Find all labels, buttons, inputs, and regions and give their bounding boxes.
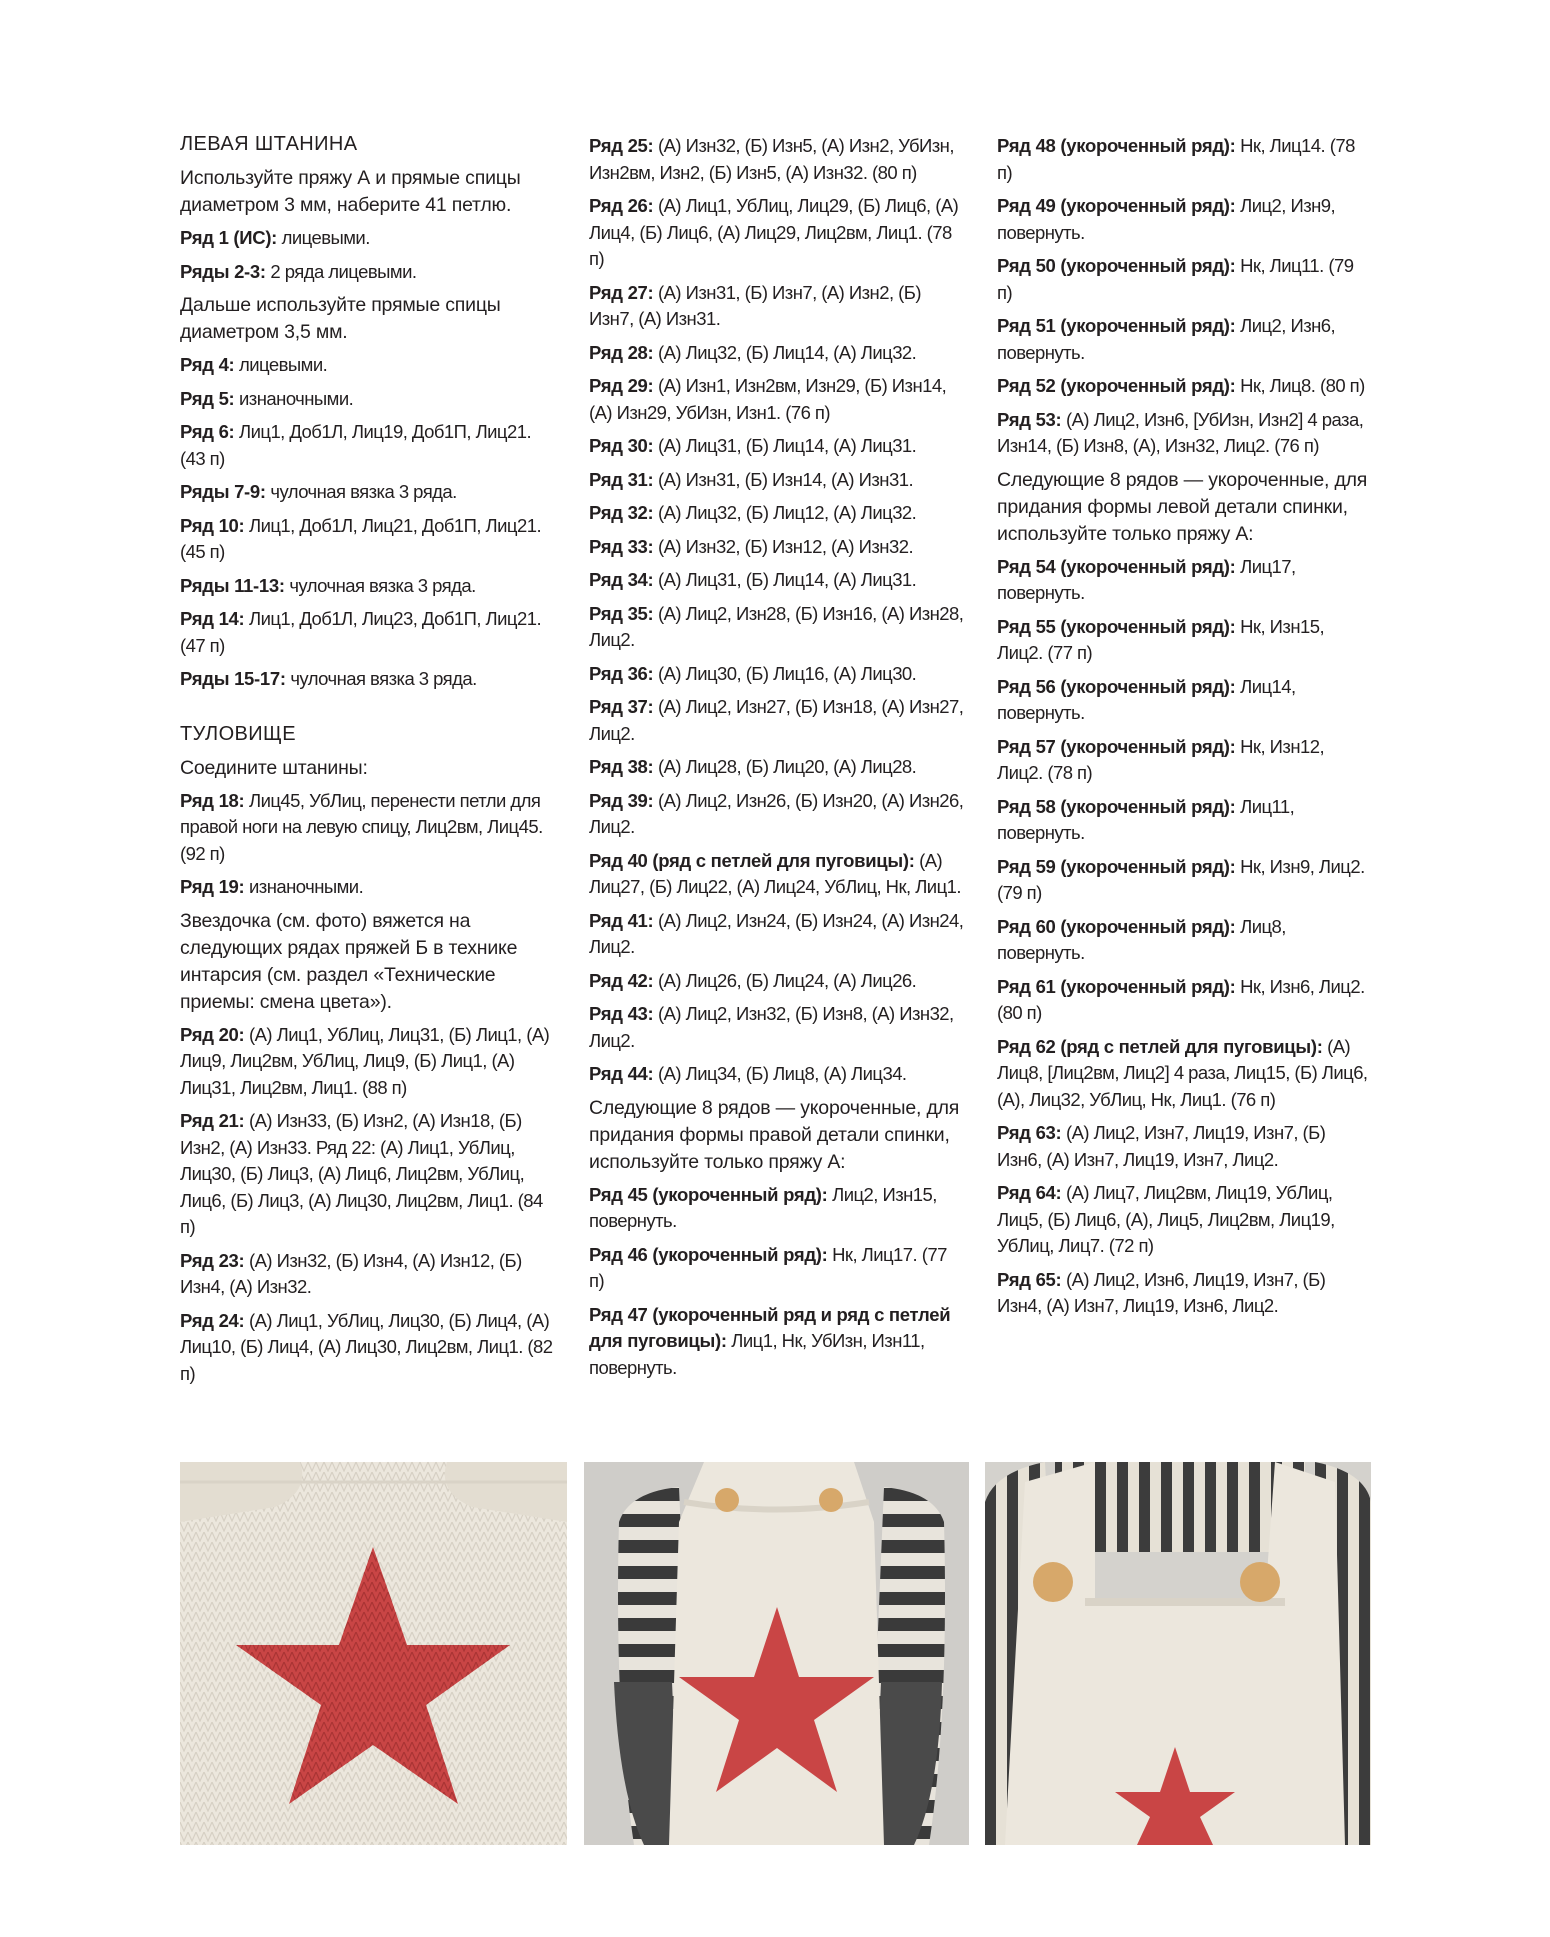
row-text: (А) Изн32, (Б) Изн5, (А) Изн2, УбИзн, Изн2вм, Изн2, (Б) Изн5, (А) Изн32. (80 п) [589,135,954,183]
photo-star-closeup [180,1462,567,1845]
row-52 [997,373,1372,400]
row-label: Ряд 32: [589,502,654,523]
row-label: Ряд 29: [589,375,654,396]
row-label: Ряд 40 (ряд с петлей для пуговицы): [589,849,915,871]
row-label: Ряд 27: [589,281,654,303]
row-48 [997,133,1372,186]
row-text: (А) Лиц2, Изн26, (Б) Изн20, (А) Изн26, Лиц2. [589,789,964,837]
row-label: Ряды 7-9: [180,481,266,502]
column-3 [997,133,1372,1327]
row-label: Ряд 4: [180,354,235,375]
row-label: Ряд 20: [180,1023,245,1045]
row-4 [180,352,555,379]
row-label: Ряд 60 (укороченный ряд): [997,915,1236,937]
row-text: Нк, Изн6, Лиц2. (80 п) [997,975,1365,1023]
paragraph: Следующие 8 рядов — укороченные, для придания формы левой детали спинки, используйте только пряжу А: [997,468,1368,545]
row-label: Ряд 6: [180,421,235,442]
row-label: Ряд 61 (укороченный ряд): [997,975,1236,997]
row-label: Ряд 14: [180,608,245,629]
rows-11-13 [180,573,555,600]
row-23 [180,1248,555,1301]
row-text: (А) Лиц27, (Б) Лиц22, (А) Лиц24, УбЛиц, Нк, Лиц1. [589,849,961,897]
row-text: Нк, Лиц8. (80 п) [1235,375,1365,396]
row-51 [997,313,1372,366]
paragraph: Звездочка (см. фото) вяжется на следующих рядах пряжей Б в технике интарсия (см. раздел «Технические приемы: смена цвета»). [180,909,518,1013]
row-text: Нк, Изн15, Лиц2. (77 п) [997,615,1325,663]
row-33 [589,534,964,561]
row-61 [997,974,1372,1027]
row-text: Нк, Лиц14. (78 п) [997,135,1355,183]
row-label: Ряд 52 (укороченный ряд): [997,375,1236,396]
row-label: Ряд 5: [180,387,235,409]
row-text: Нк, Лиц11. (79 п) [997,255,1354,303]
row-40 [589,848,964,901]
row-56 [997,674,1372,727]
row-text: (А) Изн32, (Б) Изн4, (А) Изн12, (Б) Изн4, (А) Изн32. [180,1249,522,1297]
row-text: Лиц2, Изн9, повернуть. [997,195,1336,243]
row-label: Ряд 41: [589,909,654,931]
row-text: лицевыми. [234,354,328,375]
row-label: Ряд 24: [180,1309,245,1331]
row-text: (А) Лиц31, (Б) Лиц14, (А) Лиц31. [653,569,917,590]
row-28 [589,340,964,367]
row-text: чулочная вязка 3 ряда. [285,668,477,689]
row-text: (А) Лиц31, (Б) Лиц14, (А) Лиц31. [653,435,917,456]
row-label: Ряд 65: [997,1268,1062,1290]
row-21 [180,1108,555,1241]
row-label: Ряд 19: [180,876,245,897]
row-label: Ряд 51 (укороченный ряд): [997,315,1236,336]
row-54 [997,554,1372,607]
row-26 [589,193,964,273]
row-label: Ряд 33: [589,535,654,557]
row-55 [997,614,1372,667]
column-2 [589,133,964,1388]
row-label: Ряд 21: [180,1110,245,1131]
row-14 [180,606,555,659]
row-label: Ряд 63: [997,1122,1062,1143]
photo-overalls-buttons [985,1462,1371,1845]
row-text: изнаночными. [244,876,364,897]
row-text: (А) Лиц1, УбЛиц, Лиц31, (Б) Лиц1, (А) Лиц9, Лиц2вм, УбЛиц, Лиц9, (Б) Лиц1, (А) Лиц31, Лиц2вм, Лиц1. (88 п) [180,1023,550,1098]
row-label: Ряд 18: [180,789,245,811]
row-24 [180,1308,555,1388]
row-text: (А) Лиц1, УбЛиц, Лиц30, (Б) Лиц4, (А) Лиц10, (Б) Лиц4, (А) Лиц30, Лиц2вм, Лиц1. (82 п) [180,1309,553,1384]
row-42 [589,968,964,995]
row-label: Ряд 42: [589,969,654,991]
row-57 [997,734,1372,787]
row-62 [997,1034,1372,1114]
row-text: лицевыми. [277,227,370,248]
row-label: Ряд 48 (укороченный ряд): [997,135,1236,156]
row-text: Лиц14, повернуть. [997,675,1296,723]
row-label: Ряд 58 (укороченный ряд): [997,795,1236,817]
row-text: (А) Лиц32, (Б) Лиц14, (А) Лиц32. [653,341,917,363]
row-label: Ряды 15-17: [180,668,286,689]
row-text: (А) Лиц34, (Б) Лиц8, (А) Лиц34. [653,1063,907,1084]
row-text: (А) Лиц7, Лиц2вм, Лиц19, УбЛиц, Лиц5, (Б) Лиц6, (А), Лиц5, Лиц2вм, Лиц19, УбЛиц, Лиц7. (72 п) [997,1182,1335,1256]
row-label: Ряд 56 (укороченный ряд): [997,675,1236,697]
row-60 [997,914,1372,967]
row-label: Ряды 11-13: [180,574,285,596]
row-25 [589,133,964,186]
paragraph: Используйте пряжу А и прямые спицы диаметром 3 мм, наберите 41 петлю. [180,167,521,216]
rows-2-3 [180,259,555,286]
row-label: Ряд 47 (укороченный ряд и ряд с петлей для пуговицы): [589,1303,951,1351]
row-35 [589,601,964,654]
row-29 [589,373,964,426]
row-text: (А) Лиц1, УбЛиц, Лиц29, (Б) Лиц6, (А) Лиц4, (Б) Лиц6, (А) Лиц29, Лиц2вм, Лиц1. (78 п) [589,195,959,269]
row-label: Ряд 45 (укороченный ряд): [589,1183,828,1205]
row-label: Ряд 59 (укороченный ряд): [997,855,1236,877]
row-text: (А) Лиц2, Изн6, [УбИзн, Изн2] 4 раза, Изн14, (Б) Изн8, (А), Изн32, Лиц2. (76 п) [997,408,1364,456]
row-label: Ряд 26: [589,195,654,216]
row-label: Ряд 46 (укороченный ряд): [589,1243,828,1265]
paragraph: Следующие 8 рядов — укороченные, для придания формы правой детали спинки, используйте только пряжу А: [589,1096,960,1173]
row-label: Ряд 37: [589,696,654,717]
column-1 [180,133,555,1394]
row-text: (А) Изн32, (Б) Изн12, (А) Изн32. [653,535,914,557]
row-53 [997,407,1372,460]
row-43 [589,1001,964,1054]
overalls-buttons-image [985,1462,1371,1845]
section-heading-body: ТУЛОВИЩЕ [180,722,296,745]
row-text: (А) Изн1, Изн2вм, Изн29, (Б) Изн14, (А) Изн29, УбИзн, Изн1. (76 п) [589,375,947,423]
row-label: Ряд 34: [589,569,654,590]
row-text: (А) Лиц2, Изн32, (Б) Изн8, (А) Изн32, Лиц2. [589,1003,954,1051]
paragraph: Соедините штанины: [180,756,368,779]
row-text: Лиц11, повернуть. [997,795,1295,843]
row-31 [589,467,964,494]
row-label: Ряд 25: [589,135,654,156]
row-text: (А) Лиц2, Изн24, (Б) Изн24, (А) Изн24, Лиц2. [589,909,964,957]
row-6 [180,419,555,472]
row-39 [589,788,964,841]
row-label: Ряд 23: [180,1249,245,1271]
row-label: Ряд 53: [997,408,1062,430]
row-32 [589,500,964,527]
row-text: Лиц8, повернуть. [997,915,1286,963]
section-heading-left-leg: ЛЕВАЯ ШТАНИНА [180,133,358,155]
row-text: Лиц1, Доб1Л, Лиц21, Доб1П, Лиц21. (45 п) [180,514,542,562]
row-text: Лиц2, Изн15, повернуть. [589,1183,937,1231]
row-10 [180,513,555,566]
rows-7-9 [180,479,555,506]
row-text: Нк, Изн12, Лиц2. (78 п) [997,735,1325,783]
row-label: Ряд 35: [589,602,654,624]
row-30 [589,433,964,460]
row-41 [589,908,964,961]
row-49 [997,193,1372,246]
row-text: (А) Изн31, (Б) Изн14, (А) Изн31. [653,468,914,490]
row-45 [589,1182,964,1235]
knitted-star-closeup-image [180,1462,567,1845]
photo-overalls-front [584,1462,969,1845]
row-47 [589,1302,964,1382]
row-text: (А) Изн31, (Б) Изн7, (А) Изн2, (Б) Изн7, (А) Изн31. [589,281,921,329]
row-text: (А) Лиц32, (Б) Лиц12, (А) Лиц32. [653,502,917,523]
row-label: Ряд 38: [589,756,654,777]
row-text: изнаночными. [234,387,354,409]
row-19 [180,874,555,901]
row-text: чулочная вязка 3 ряда. [284,574,476,596]
row-46 [589,1242,964,1295]
row-label: Ряд 31: [589,468,654,490]
row-text: (А) Лиц28, (Б) Лиц20, (А) Лиц28. [653,756,917,777]
row-34 [589,567,964,594]
row-text: чулочная вязка 3 ряда. [265,481,457,502]
row-38 [589,754,964,781]
row-text: (А) Лиц2, Изн7, Лиц19, Изн7, (Б) Изн6, (А) Изн7, Лиц19, Изн7, Лиц2. [997,1122,1326,1170]
row-text: (А) Лиц2, Изн6, Лиц19, Изн7, (Б) Изн4, (А) Изн7, Лиц19, Изн6, Лиц2. [997,1268,1326,1316]
row-63 [997,1120,1372,1173]
row-18 [180,788,555,868]
row-label: Ряд 55 (укороченный ряд): [997,615,1236,637]
row-text: Лиц1, Доб1Л, Лиц23, Доб1П, Лиц21. (47 п) [180,608,542,656]
row-label: Ряд 1 (ИС): [180,227,278,248]
row-64 [997,1180,1372,1260]
row-text: (А) Изн33, (Б) Изн2, (А) Изн18, (Б) Изн2, (А) Изн33. Ряд 22: (А) Лиц1, УбЛиц, Лиц30, (Б) Лиц3, (А) Лиц6, Лиц2вм, УбЛиц, Лиц6, (Б) Лиц3, (А) Лиц30, Лиц2вм, Лиц1. (84 п) [180,1110,543,1237]
row-label: Ряд 10: [180,514,245,536]
row-label: Ряд 49 (укороченный ряд): [997,195,1236,216]
overalls-front-image [584,1462,969,1845]
row-27 [589,280,964,333]
row-label: Ряд 39: [589,789,654,811]
row-1 [180,225,555,252]
row-text: 2 ряда лицевыми. [265,260,417,282]
row-label: Ряд 62 (ряд с петлей для пуговицы): [997,1035,1323,1057]
row-label: Ряд 57 (укороченный ряд): [997,735,1236,757]
row-44 [589,1061,964,1088]
row-label: Ряд 36: [589,662,654,684]
row-text: Нк, Изн9, Лиц2. (79 п) [997,855,1365,903]
rows-15-17 [180,666,555,693]
row-65 [997,1267,1372,1320]
row-text: (А) Лиц26, (Б) Лиц24, (А) Лиц26. [653,969,917,991]
row-59 [997,854,1372,907]
row-text: (А) Лиц2, Изн28, (Б) Изн16, (А) Изн28, Лиц2. [589,602,964,650]
row-text: Нк, Лиц17. (77 п) [589,1243,947,1291]
row-20 [180,1022,555,1102]
row-text: Лиц1, Нк, УбИзн, Изн11, повернуть. [589,1330,925,1378]
row-text: (А) Лиц8, [Лиц2вм, Лиц2] 4 раза, Лиц15, (Б) Лиц6, (А), Лиц32, УбЛиц, Нк, Лиц1. (76 п) [997,1035,1368,1110]
row-text: (А) Лиц30, (Б) Лиц16, (А) Лиц30. [653,662,917,684]
row-58 [997,794,1372,847]
row-text: Лиц1, Доб1Л, Лиц19, Доб1П, Лиц21. (43 п) [180,421,532,469]
row-36 [589,661,964,688]
row-text: Лиц17, повернуть. [997,555,1296,603]
paragraph: Дальше используйте прямые спицы диаметром 3,5 мм. [180,294,501,343]
row-text: (А) Лиц2, Изн27, (Б) Изн18, (А) Изн27, Лиц2. [589,696,964,744]
row-text: Лиц45, УбЛиц, перенести петли для правой ноги на левую спицу, Лиц2вм, Лиц45. (92 п) [180,789,543,864]
row-text: Лиц2, Изн6, повернуть. [997,315,1336,363]
row-5 [180,386,555,413]
row-label: Ряд 43: [589,1003,654,1024]
row-label: Ряд 64: [997,1182,1062,1203]
row-label: Ряд 28: [589,341,654,363]
row-37 [589,694,964,747]
row-label: Ряды 2-3: [180,260,266,282]
row-label: Ряд 30: [589,435,654,456]
row-label: Ряд 54 (укороченный ряд): [997,555,1236,577]
row-label: Ряд 50 (укороченный ряд): [997,255,1236,276]
row-50 [997,253,1372,306]
row-label: Ряд 44: [589,1063,654,1084]
